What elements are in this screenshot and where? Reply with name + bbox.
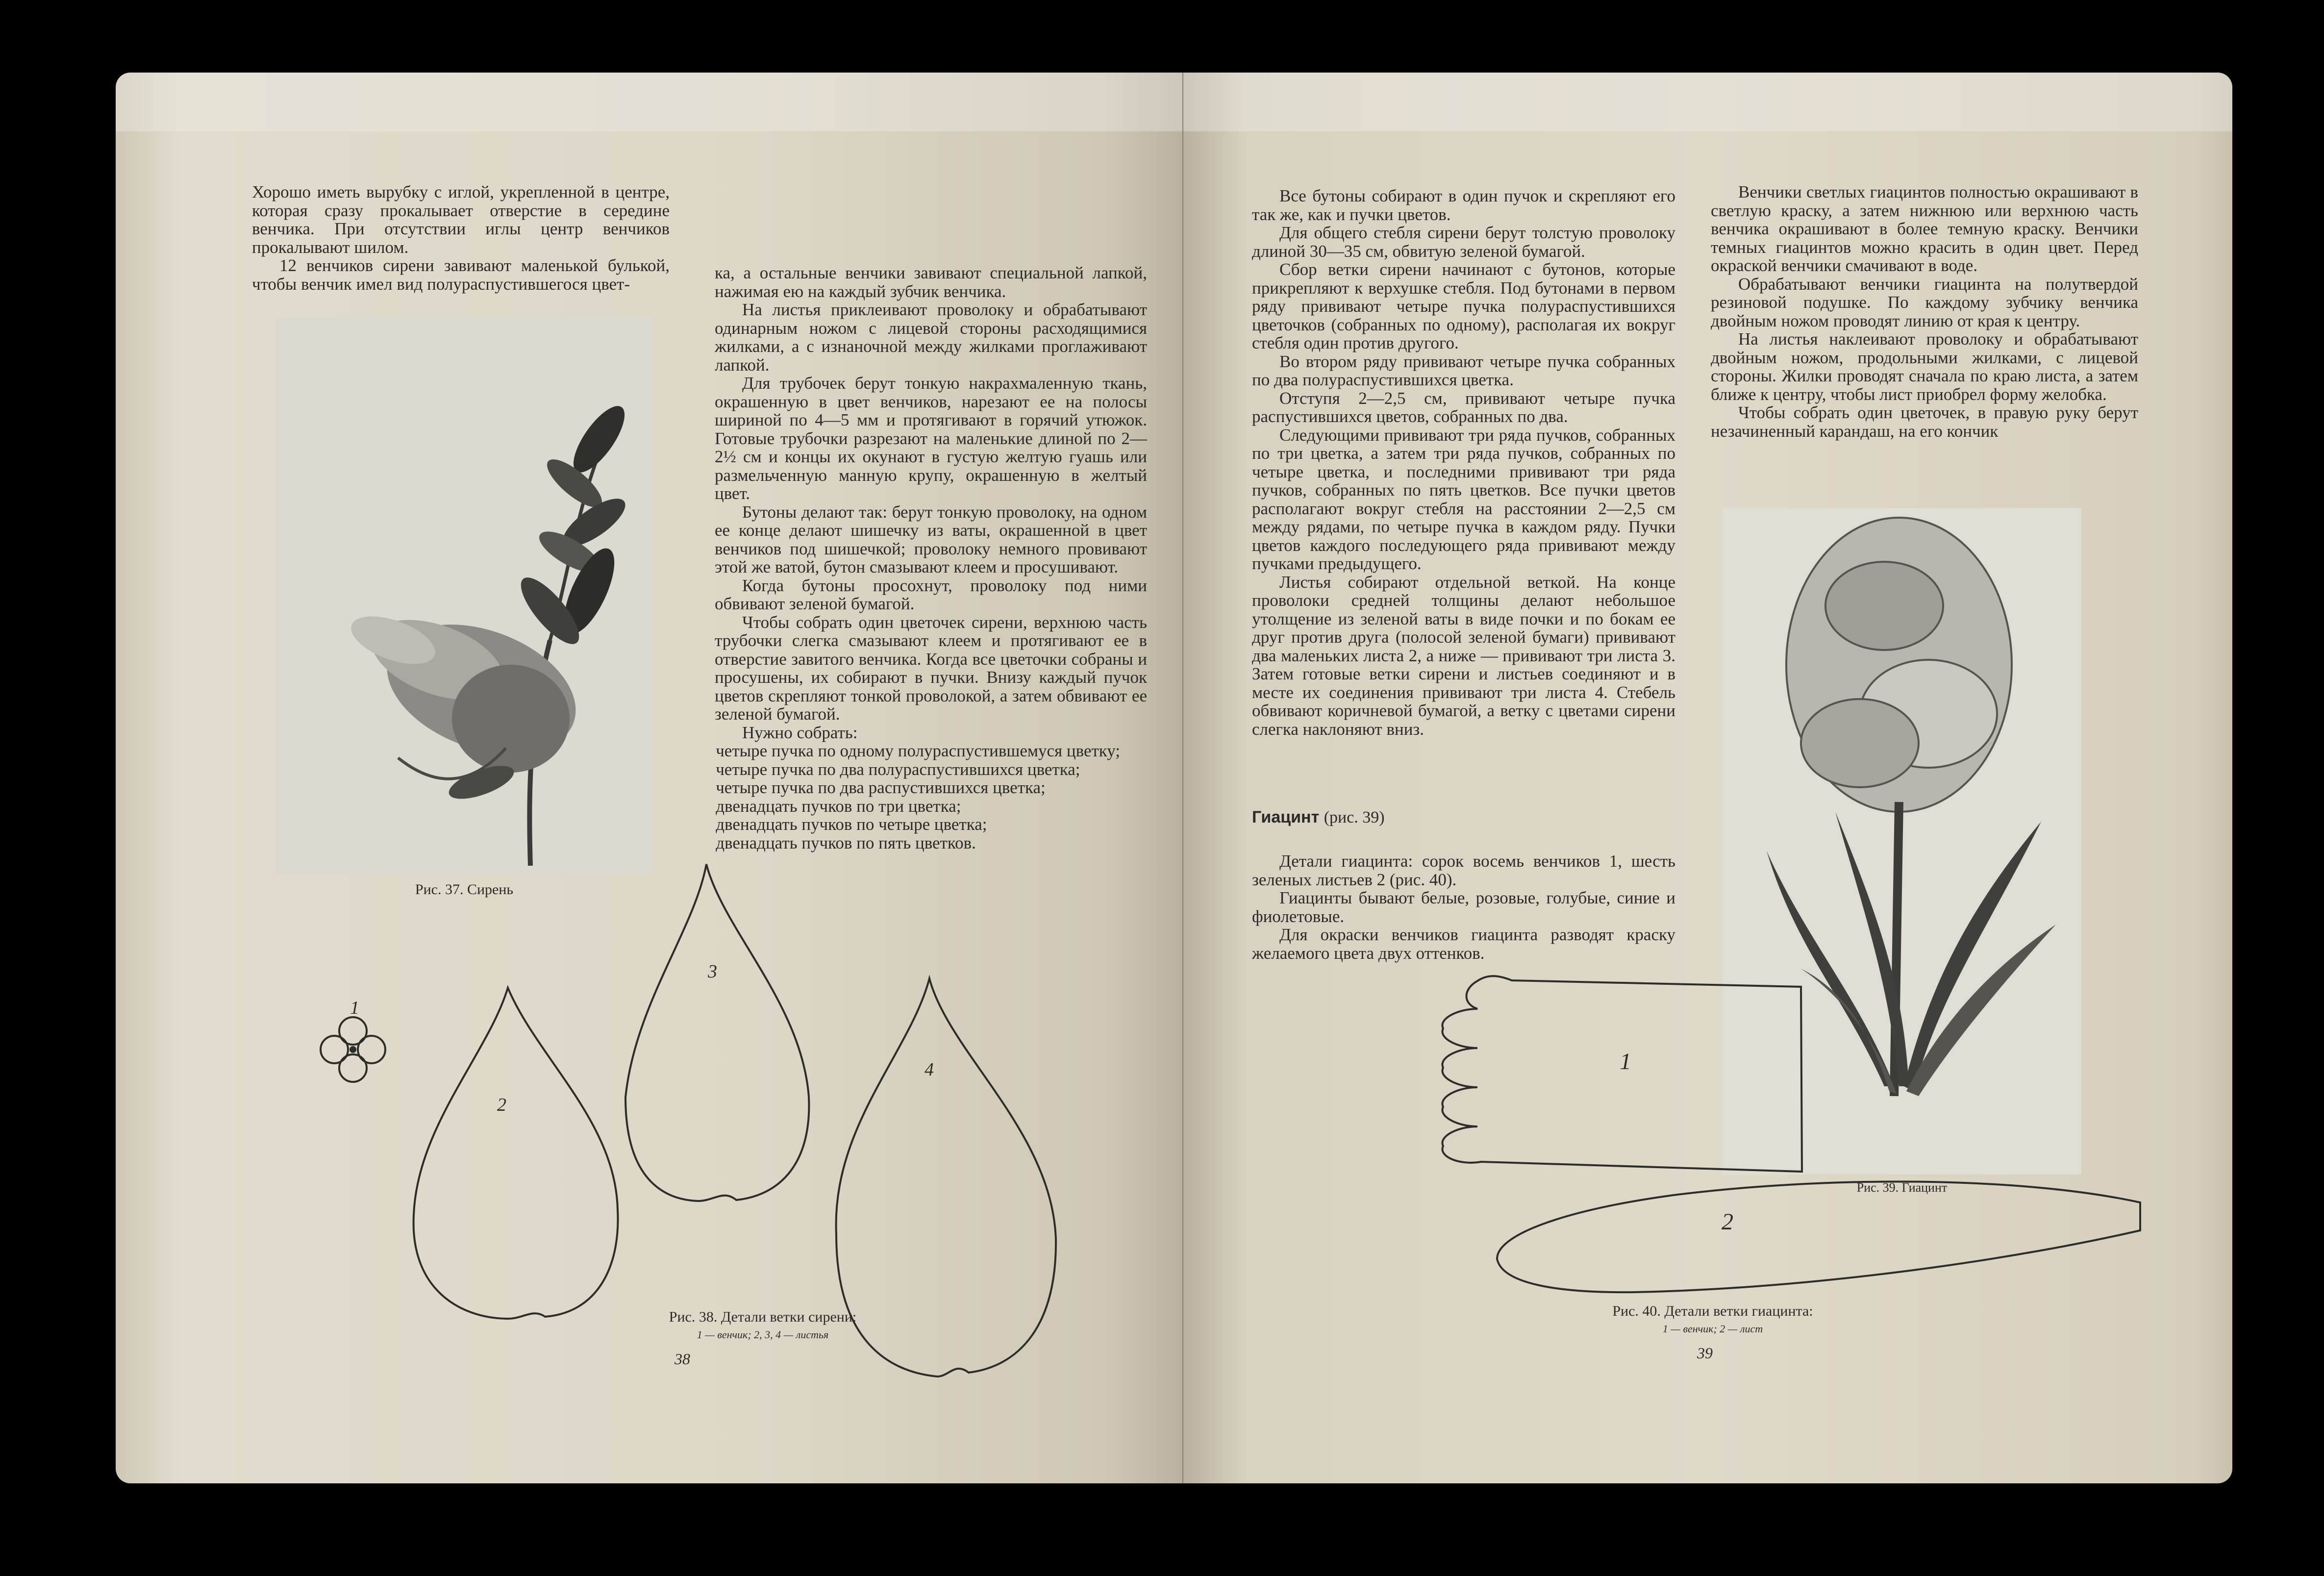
- paragraph: Во втором ряду прививают четыре пучка собранных по два полураспустившихся цветка.: [1252, 351, 1675, 389]
- list-item: двенадцать пучков по пять цветков.: [716, 833, 976, 852]
- list-item: двенадцать пучков по четыре цветка;: [716, 815, 987, 834]
- paragraph: Для окраски венчиков гиацинта разводят краску желаемого цвета двух оттенков.: [1252, 925, 1675, 963]
- fig40-caption: [1556, 1303, 1870, 1335]
- paragraph: Детали гиацинта: сорок восемь венчиков 1, шесть зеленых листьев 2 (рис. 40).: [1252, 851, 1675, 889]
- paragraph: Чтобы собрать один цветочек сирени, верхнюю часть трубочки слегка смазывают клеем и протягивают ее в отверстие завитого венчика. Когда все цветочки собраны и просушены, их собирают в пучки. Внизу каждый пучок цветов скрепляют тонкой проволокой, а затем обвивают ее зеленой бумагой.: [715, 612, 1147, 724]
- hyacinth-leaf-shape: [1497, 1181, 2140, 1292]
- fig38-title: Рис. 38. Детали ветки сирени:: [669, 1309, 857, 1325]
- label-1: 1: [1620, 1049, 1631, 1075]
- label-1: 1: [350, 998, 359, 1018]
- paragraph: Венчики светлых гиацинтов полностью окрашивают в светлую краску, а затем нижнюю или верхнюю часть венчика окрашивают в более темную краску. Венчики темных гиацинтов можно красить в один цвет. Перед окраской венчики смачивают в воде.: [1711, 182, 2138, 275]
- leaf-2-shape: [414, 988, 618, 1319]
- label-2: 2: [497, 1095, 506, 1115]
- label-2: 2: [1722, 1209, 1733, 1235]
- paragraph: Обрабатывают венчики гиацинта на полутвердой резиновой подушке. По каждому зубчику венчика двойным ножом проводят линию от края к центру.: [1711, 274, 2138, 330]
- leaf-3-shape: [625, 864, 809, 1201]
- fig38-legend: 1 — венчик; 2, 3, 4 — листья: [697, 1328, 829, 1341]
- right-page: [1183, 73, 2232, 1483]
- list-item: четыре пучка по два распустившихся цветка;: [716, 778, 1046, 797]
- page-number: 38: [675, 1350, 690, 1368]
- fig37-caption: Рис. 37. Сирень: [415, 881, 514, 898]
- page-number: 39: [1697, 1344, 1713, 1362]
- paragraph: Листья собирают отдельной веткой. На конце проволоки средней толщины делают небольшое утолщение из зеленой ваты в виде почки и по бокам ее друг против друга (полосой зеленой бумаги) прививают два маленьких листа 2, а ниже — прививают три листа 3. Затем готовые ветки сирени и листьев соединяют и в месте их соединения прививают три листа 4. Стебель обвивают коричневой бумагой, а ветку с цветами сирени слегка наклоняют вниз.: [1252, 572, 1675, 739]
- open-book: [116, 73, 2232, 1483]
- paragraph: Все бутоны собирают в один пучок и скрепляют его так же, как и пучки цветов.: [1252, 186, 1675, 224]
- paragraph: На листья наклеивают проволоку и обрабатывают двойным ножом, продольными жилками, с лицевой стороны. Жилки проводят сначала по краю листа, а затем ближе к центру, чтобы лист приобрел форму желобка.: [1711, 329, 2138, 404]
- hyacinth-parts-drawing: [1183, 73, 2232, 1483]
- paragraph: Когда бутоны просохнут, проволоку под ними обвивают зеленой бумагой.: [715, 575, 1147, 613]
- lilac-corolla-shape: [321, 1017, 385, 1082]
- left-page: [116, 73, 1189, 1483]
- list-item: четыре пучка по два полураспустившихся цветка;: [716, 759, 1080, 779]
- fig38-caption: [606, 1309, 920, 1341]
- list-item: четыре пучка по одному полураспустившемуся цветку;: [716, 741, 1121, 760]
- paragraph: 12 венчиков сирени завивают маленькой булькой, чтобы венчик имел вид полураспустившегося цвет-: [252, 256, 670, 294]
- paragraph: Чтобы собрать один цветочек, в правую руку берут незачиненный карандаш, на его кончик: [1711, 403, 2138, 441]
- lilac-parts-drawing: [116, 73, 1189, 1483]
- paragraph: Нужно собрать:: [742, 723, 858, 742]
- list-item: двенадцать пучков по три цветка;: [716, 796, 961, 816]
- paragraph: ка, а остальные венчики завивают специальной лапкой, нажимая ею на каждый зубчик венчика.: [715, 263, 1147, 301]
- label-3: 3: [708, 961, 717, 982]
- label-4: 4: [925, 1059, 934, 1080]
- paragraph: Следующими прививают три ряда пучков, собранных по три цветка, а затем три ряда пучков, собранных по четыре цветка, и последними прививают три ряда пучков, собранных по пять цветков. Все пучки цветов располагают вокруг стебля на расстоянии 2—2,5 см между рядами, по четыре пучка в каждом ряду. Пучки цветов каждого последующего ряда прививают между пучками предыдущего.: [1252, 425, 1675, 573]
- paragraph: Сбор ветки сирени начинают с бутонов, которые прикрепляют к верхушке стебля. Под бутонами в первом ряду прививают четыре пучка полураспустившихся цветочков (собранных по одному), располагая их вокруг стебля один против другого.: [1252, 260, 1675, 352]
- paragraph: Для общего стебля сирени берут толстую проволоку длиной 30—35 см, обвитую зеленой бумагой.: [1252, 223, 1675, 261]
- fig39-caption: Рис. 39. Гиацинт: [1856, 1180, 1948, 1195]
- paragraph: Бутоны делают так: берут тонкую проволоку, на одном ее конце делают шишечку из ваты, окрашенной в цвет венчиков под шишечкой; проволоку немного провивают этой же ватой, бутон смазывают клеем и просушивают.: [715, 502, 1147, 576]
- paragraph: Хорошо иметь вырубку с иглой, укрепленной в центре, которая сразу прокалывает отверстие в середине венчика. При отсутствии иглы центр венчиков прокалывают шилом.: [252, 182, 670, 257]
- heading-title: Гиацинт: [1252, 808, 1320, 826]
- heading-ref: (рис. 39): [1324, 808, 1385, 826]
- paragraph: Для трубочек берут тонкую накрахмаленную ткань, окрашенную в цвет венчиков, нарезают ее на полосы шириной по 4—5 мм и протягивают в горячий утюжок. Готовые трубочки разрезают на маленькие длиной по 2—2½ см и концы их окунают в густую желтую гуашь или размельченную манную крупу, окрашенную в желтый цвет.: [715, 374, 1147, 503]
- fig40-title: Рис. 40. Детали ветки гиацинта:: [1612, 1303, 1813, 1319]
- fig40-legend: 1 — венчик; 2 — лист: [1662, 1323, 1763, 1335]
- paragraph: На листья приклеивают проволоку и обрабатывают одинарным ножом с лицевой стороны расходящимися жилками, а с изнаночной между жилками проглаживают лапкой.: [715, 300, 1147, 375]
- paragraph: Отступя 2—2,5 см, прививают четыре пучка распустившихся цветов, собранных по два.: [1252, 388, 1675, 426]
- paragraph: Гиацинты бывают белые, розовые, голубые, синие и фиолетовые.: [1252, 888, 1675, 926]
